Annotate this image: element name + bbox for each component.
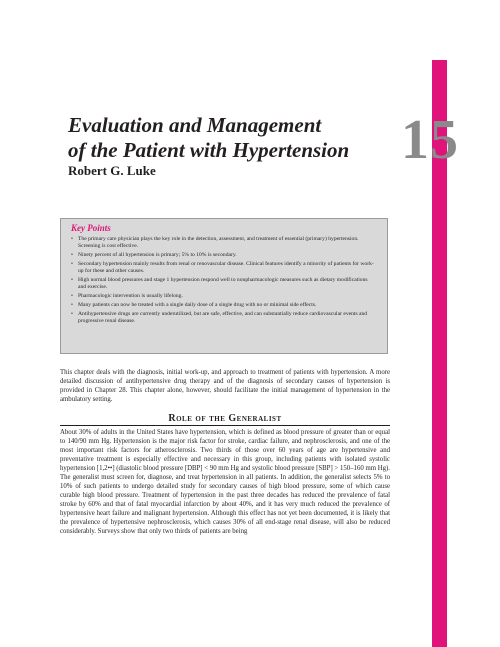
section-body-paragraph: About 30% of adults in the United States have hypertension, which is defined as blood pressure of greater than or equal to 140/90 mm Hg. Hypertension is the major risk factor for stroke, cardiac failure, and nephrosclerosis, and one of the most important risk factors for atherosclerosis. Two thirds of those over 60 years of age are hypertensive and preventative treatment is especially effective and necessary in this group, including patients with isolated systolic hypertension [1,2••] (diastolic blood pressure [DBP] < 90 mm Hg and systolic blood pressure [SBP] > 150–160 mm Hg). The generalist must screen for, diagnose, and treat hypertension in all patients. In addition, the generalist selects 5% to 10% of such patients to undergo detailed study for secondary causes of high blood pressure, some of which cause curable high blood pressure. Treatment of hypertension in the past three decades has reduced the prevalence of fatal stroke by 60% and that of fatal myocardial infarction by about 40%, and it has very much reduced the prevalence of hypertensive heart failure and malignant hypertension. Although this effect has not yet been documented, it is likely that the prevalence of hypertensive nephrosclerosis, which causes 30% of all end-stage renal disease, will also be reduced considerably. Surveys show that only two thirds of patients are being [60, 429, 390, 535]
key-point-item [71, 252, 377, 259]
key-point-item [71, 277, 377, 291]
key-points-heading: Key Points [71, 223, 111, 233]
key-point-text: Ninety percent of all hypertension is primary; 5% to 10% is secondary. [78, 252, 237, 258]
bullet-icon: • [71, 236, 73, 242]
author-name: Robert G. Luke [68, 163, 156, 178]
key-point-text: Pharmacologic intervention is usually lifelong. [78, 293, 183, 299]
key-points-box [60, 218, 388, 354]
key-point-item [71, 311, 377, 325]
key-point-text: Antihypertensive drugs are currently underutilized, but are safe, effective, and can substantially reduce cardiovascular events and progressive renal disease. [78, 311, 368, 324]
key-point-text: The primary care physician plays the key role in the detection, assessment, and treatment of essential (primary) hypertension. Screening is cost effective. [78, 236, 359, 249]
intro-paragraph: This chapter deals with the diagnosis, initial work-up, and approach to treatment of patients with hypertension. A more detailed discussion of antihypertensive drug therapy and of the diagnosis of secondary causes of hypertension is provided in Chapter 28. This chapter alone, however, should facilitate the initial management of hypertension in the ambulatory setting. [60, 369, 390, 403]
key-point-item [71, 261, 377, 275]
chapter-title-line-1: Evaluation and Management [68, 113, 322, 137]
section-divider [60, 425, 390, 426]
key-point-item [71, 236, 377, 250]
bullet-icon: • [71, 261, 73, 267]
key-points-list [71, 236, 377, 325]
key-point-item [71, 302, 377, 309]
chapter-title [68, 113, 398, 163]
section-heading: Role of the Generalist [168, 413, 282, 424]
key-point-item [71, 293, 377, 300]
bullet-icon: • [71, 302, 73, 308]
chapter-number: 15 [401, 109, 459, 171]
bullet-icon: • [71, 277, 73, 283]
key-point-text: High normal blood pressures and stage 1 hypertension respond well to nonpharmacologic measures such as dietary modifications and exercise. [78, 277, 368, 290]
bullet-icon: • [71, 293, 73, 299]
bullet-icon: • [71, 311, 73, 317]
key-point-text: Secondary hypertension mainly results from renal or renovascular disease. Clinical features identify a minority of patients for work-up for these and other causes. [78, 261, 374, 274]
chapter-title-line-2: of the Patient with Hypertension [68, 138, 350, 162]
bullet-icon: • [71, 252, 73, 258]
key-point-text: Many patients can now be treated with a single daily dose of a single drug with no or minimal side effects. [78, 302, 317, 308]
